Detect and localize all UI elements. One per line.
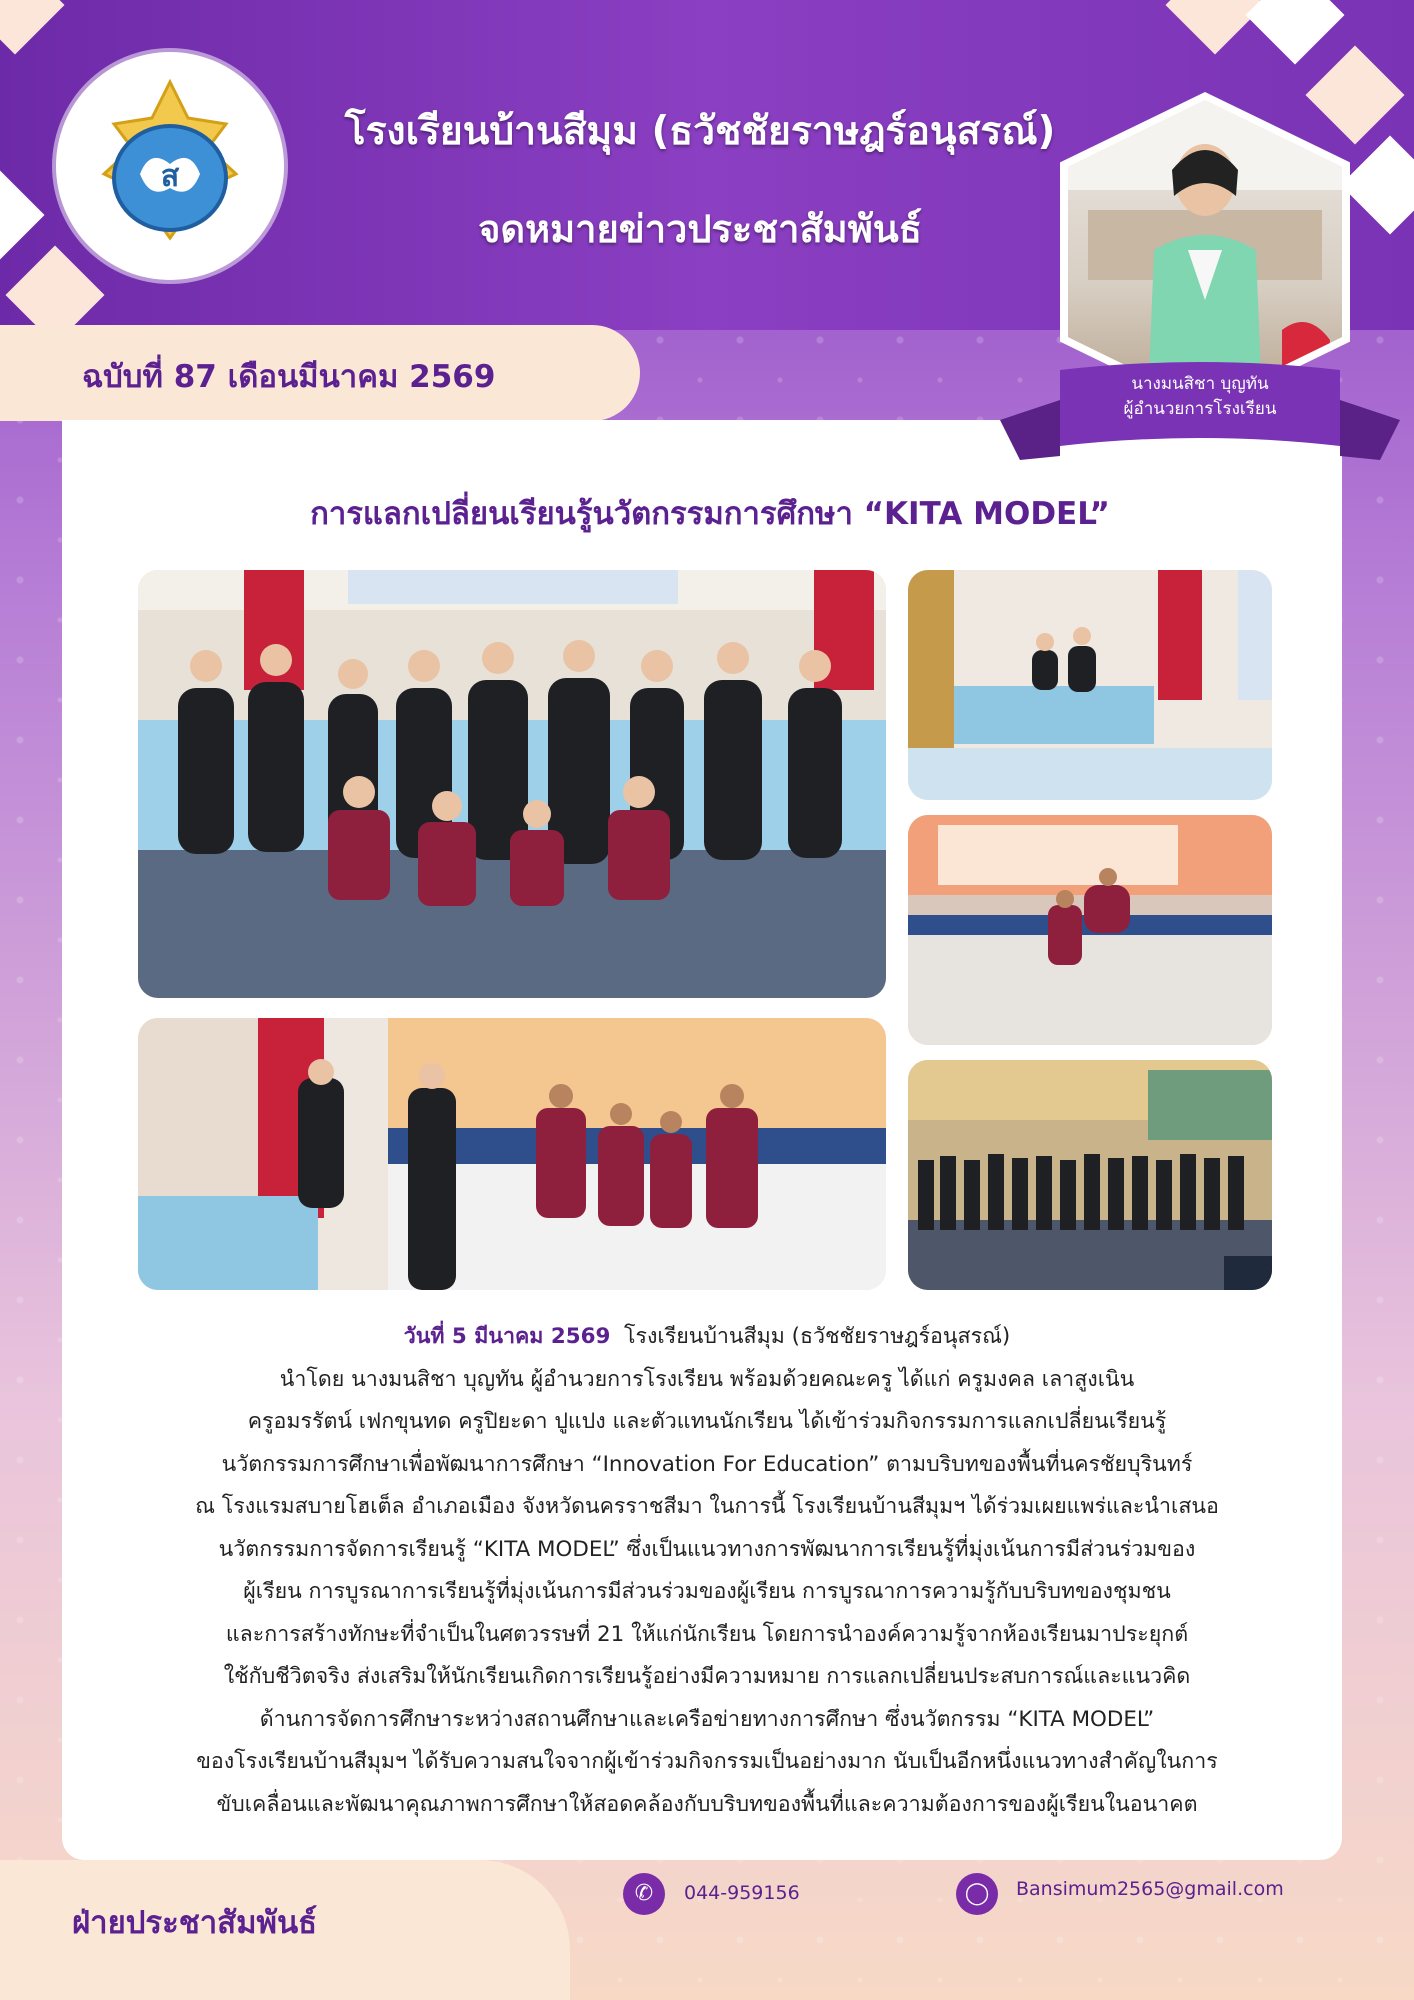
svg-text:ส: ส [160,159,180,194]
article-line: ขับเคลื่อนและพัฒนาคุณภาพการศึกษาให้สอดคล้องกับบริบทของพื้นที่และความต้องการของผู้เรียนในอนาคต [216,1791,1198,1817]
article-line: โรงเรียนบ้านสีมุม (ธวัชชัยราษฎร์อนุสรณ์) [623,1324,1011,1349]
article-line: นำโดย นางมนสิชา บุญทัน ผู้อำนวยการโรงเรียน พร้อมด้วยคณะครู ได้แก่ ครูมงคล เลาสูงเนิน [279,1366,1135,1392]
footer-department: ฝ่ายประชาสัมพันธ์ [72,1905,318,1941]
article-line: ณ โรงแรมสบายโฮเต็ล อำเภอเมือง จังหวัดนครราชสีมา ในการนี้ โรงเรียนบ้านสีมุมฯ ได้ร่วมเผยแพร่และนำเสนอ [195,1494,1219,1519]
globe-icon: ◯ [956,1873,998,1915]
decor-diamond [1246,0,1345,64]
school-emblem-icon [96,78,244,248]
photo-stage-presentation [138,1018,886,1290]
article-line: ใช้กับชีวิตจริง ส่งเสริมให้นักเรียนเกิดการเรียนรู้อย่างมีความหมาย การแลกเปลี่ยนประสบการณ์และแนวคิด [223,1664,1191,1689]
article-line: นวัตกรรมการศึกษาเพื่อพัฒนาการศึกษา “Innovation For Education” ตามบริบทของพื้นที่นครชัยบุรินทร์ [221,1451,1193,1477]
article-line: ครูอมรรัตน์ เฟกขุนทด ครูปิยะดา ปูแปง และตัวแทนนักเรียน ได้เข้าร่วมกิจกรรมการแลกเปลี่ยนเรียนรู้ [247,1409,1167,1434]
school-logo [56,52,284,280]
decor-diamond [0,166,44,265]
decor-diamond [1166,0,1265,54]
article-first-line [100,1316,1314,1359]
decor-diamond [1341,136,1414,235]
photo-audience [908,1060,1272,1290]
issue-number: ฉบับที่ 87 เดือนมีนาคม 2569 [82,359,496,395]
newsletter-title: จดหมายข่าวประชาสัมพันธ์ [478,207,922,251]
photo-presenters-table [908,570,1272,800]
article-line: ของโรงเรียนบ้านสีมุมฯ ได้รับความสนใจจากผู้เข้าร่วมกิจกรรมเป็นอย่างมาก นับเป็นอีกหนึ่งแนวทางสำคัญในการ [196,1749,1218,1774]
email-address[interactable]: Bansimum2565@gmail.com [1016,1878,1284,1900]
phone-number[interactable]: 044-959156 [684,1882,800,1904]
article-line: ผู้เรียน การบูรณาการเรียนรู้ที่มุ่งเน้นการมีส่วนร่วมของผู้เรียน การบูรณาการความรู้กับบริบทของชุมชน [243,1579,1171,1604]
decor-diamond [1306,46,1405,145]
photo-muay-demo [908,815,1272,1045]
school-name: โรงเรียนบ้านสีมุม (ธวัชชัยราษฎร์อนุสรณ์) [344,109,1056,154]
director-caption [1070,372,1330,422]
article-body [100,1316,1314,1826]
article-line: ด้านการจัดการศึกษาระหว่างสถานศึกษาและเครือข่ายทางการศึกษา ซึ่งนวัตกรรม “KITA MODEL” [259,1706,1155,1732]
director-position: ผู้อำนวยการโรงเรียน [1123,399,1277,419]
article-date: วันที่ 5 มีนาคม 2569 [403,1324,611,1349]
director-name: นางมนสิชา บุญทัน [1131,374,1269,394]
article-title: การแลกเปลี่ยนเรียนรู้นวัตกรรมการศึกษา “KITA MODEL” [310,496,1110,532]
decor-diamond [6,246,105,330]
article-line: นวัตกรรมการจัดการเรียนรู้ “KITA MODEL” ซึ่งเป็นแนวทางการพัฒนาการเรียนรู้ที่มุ่งเน้นการมีส่วนร่วมของ [218,1536,1196,1562]
photo-group [138,570,886,998]
article-line: และการสร้างทักษะที่จำเป็นในศตวรรษที่ 21 ให้แก่นักเรียน โดยการนำองค์ความรู้จากห้องเรียนมาประยุกต์ [225,1621,1189,1647]
decor-diamond [0,0,64,54]
phone-icon: ✆ [623,1873,665,1915]
